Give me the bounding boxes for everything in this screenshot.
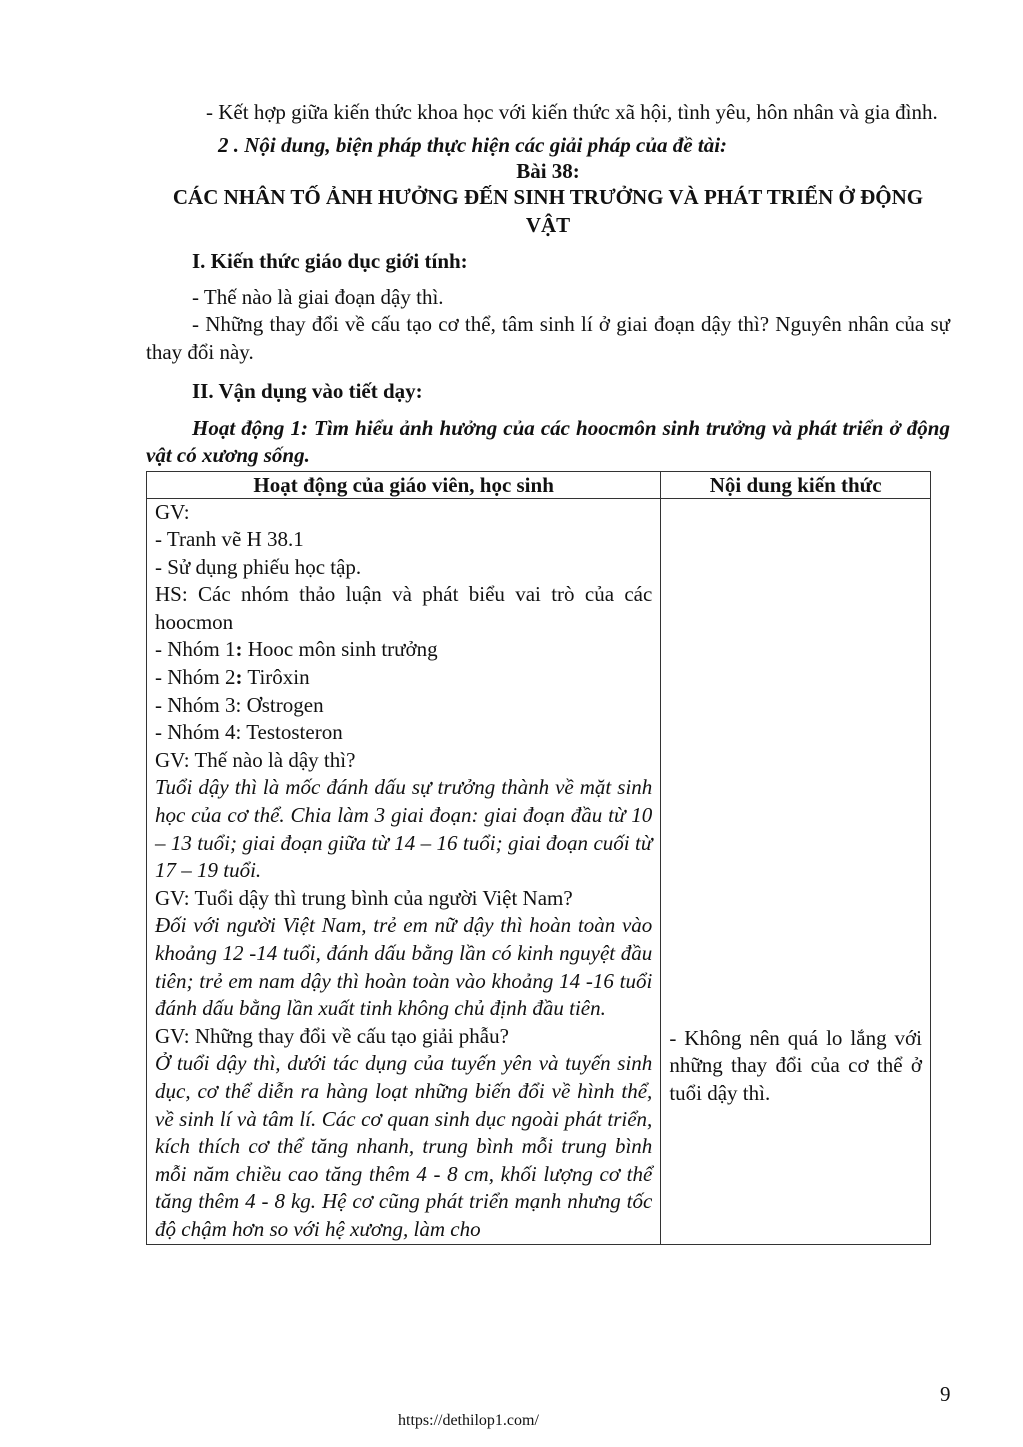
table-header-row bbox=[147, 471, 931, 498]
group-1-text: Hooc môn sinh trưởng bbox=[242, 637, 438, 662]
part1-item-2: - Những thay đổi về cấu tạo cơ thể, tâm sinh lí ở giai đoạn dậy thì? Nguyên nhân của sự thay đổi này. bbox=[146, 312, 950, 364]
lesson-title: CÁC NHÂN TỐ ẢNH HƯỞNG ĐẾN SINH TRƯỞNG VÀ PHÁT TRIỂN Ở ĐỘNG VẬT bbox=[172, 185, 924, 237]
question-3: GV: Những thay đổi về cấu tạo giải phẫu? bbox=[155, 1023, 509, 1048]
question-2: GV: Tuổi dậy thì trung bình của người Việt Nam? bbox=[155, 885, 573, 910]
footer-url: https://dethilop1.com/ bbox=[398, 1412, 539, 1429]
content-cell bbox=[661, 498, 931, 1244]
part1-item-1: - Thế nào là giai đoạn dậy thì. bbox=[192, 284, 444, 309]
answer-2: Đối với người Việt Nam, trẻ em nữ dậy thì hoàn toàn vào khoảng 12 -14 tuổi, đánh dấu bằng lần có kinh nguyệt đầu tiên; trẻ em nam dậy thì hoàn toàn vào khoảng 14 -16 tuổi đánh dấu bằng lần xuất tinh không chủ định đầu tiên. bbox=[155, 913, 653, 1021]
document-page bbox=[146, 99, 950, 1245]
group-2-label: - Nhóm 2 bbox=[155, 665, 236, 690]
group-4: - Nhóm 4: Testosteron bbox=[155, 720, 343, 745]
group-2-text: Tirôxin bbox=[242, 665, 310, 690]
list-item: - Tranh vẽ H 38.1 bbox=[155, 527, 304, 552]
group-2-colon: : bbox=[235, 665, 243, 690]
section2-heading: 2 . Nội dung, biện pháp thực hiện các giải pháp của đề tài: bbox=[218, 132, 728, 157]
group-1-label: - Nhóm 1 bbox=[155, 637, 236, 662]
answer-3: Ở tuổi dậy thì, dưới tác dụng của tuyến yên và tuyến sinh dục, cơ thể diễn ra hàng loạt những biến đổi về hình thể, về sinh lí và tâm lí. Các cơ quan sinh dục ngoài phát triển, kích thích cơ thể tăng nhanh, trung bình mỗi trung bình mỗi năm chiều cao tăng thêm 4 - 8 cm, khối lượng cơ thể tăng thêm 4 - 8 kg. Hệ cơ cũng phát triển mạnh nhưng tốc độ chậm hơn so với hệ xương, làm cho bbox=[155, 1051, 653, 1241]
intro-bullet: - Kết hợp giữa kiến thức khoa học với kiến thức xã hội, tình yêu, hôn nhân và gia đình. bbox=[206, 100, 938, 124]
group-2 bbox=[155, 664, 652, 692]
group-3: - Nhóm 3: Ơstrogen bbox=[155, 692, 324, 717]
part2-heading: II. Vận dụng vào tiết dạy: bbox=[192, 379, 423, 403]
lesson-number: Bài 38: bbox=[516, 159, 580, 183]
group-1-colon: : bbox=[235, 637, 243, 662]
list-item: - Sử dụng phiếu học tập. bbox=[155, 554, 362, 579]
header-content: Nội dung kiến thức bbox=[661, 471, 931, 498]
gv-label: GV: bbox=[155, 499, 190, 524]
lesson-table bbox=[146, 471, 931, 1245]
question-1: GV: Thế nào là dậy thì? bbox=[155, 747, 356, 772]
activity-title: Hoạt động 1: Tìm hiểu ảnh hưởng của các hoocmôn sinh trưởng và phát triển ở động vật có xương sống. bbox=[146, 415, 950, 467]
content-note: - Không nên quá lo lắng với những thay đổi của cơ thể ở tuổi dậy thì. bbox=[669, 1025, 922, 1105]
activities-cell bbox=[147, 498, 661, 1244]
hs-task: HS: Các nhóm thảo luận và phát biểu vai trò của các hoocmon bbox=[155, 582, 653, 634]
part1-heading: I. Kiến thức giáo dục giới tính: bbox=[192, 249, 468, 273]
answer-1: Tuổi dậy thì là mốc đánh dấu sự trưởng thành về mặt sinh học của cơ thể. Chia làm 3 giai đoạn: giai đoạn đầu từ 10 – 13 tuổi; giai đoạn giữa từ 14 – 16 tuổi; giai đoạn cuối từ 17 – 19 tuổi. bbox=[155, 775, 653, 883]
header-activities: Hoạt động của giáo viên, học sinh bbox=[147, 471, 661, 498]
table-row bbox=[147, 498, 931, 1244]
group-1 bbox=[155, 636, 652, 664]
page-number: 9 bbox=[940, 1382, 951, 1406]
